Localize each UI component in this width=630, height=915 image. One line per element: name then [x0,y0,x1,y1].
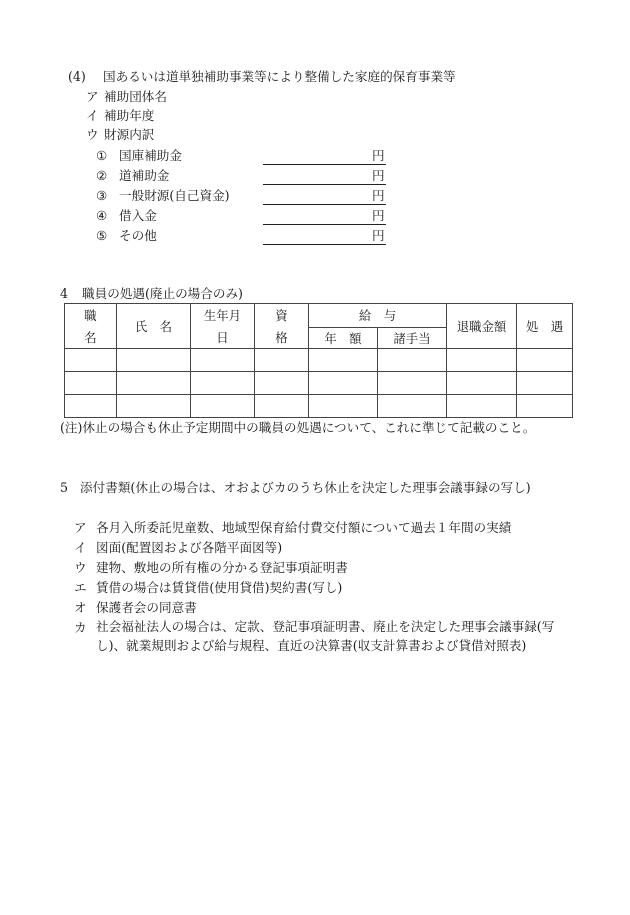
table-cell[interactable] [191,395,255,418]
staff-note: (注)休止の場合も休止予定期間中の職員の処遇について、これに準じて記載のこと。 [60,420,536,435]
item-a-label: 補助団体名 [104,89,167,104]
table-cell[interactable] [447,349,517,372]
attachment-item: 社会福祉法人の場合は、定款、登記事項証明書、廃止を決定した理事会議事録(写し)、就業規則および給与規程、直近の決算書(収支計算書および貸借対照表) [96,619,555,653]
funding-mark: ② [96,168,108,183]
col-header-salary: 給 与 [309,304,447,328]
item-u-mark: ウ [86,127,99,142]
attachments-heading-text: 添付書類(休止の場合は、オおよびカのうち休止を決定した理事会議事録の写し) [80,480,531,495]
table-cell[interactable] [65,372,117,395]
table-cell[interactable] [309,372,378,395]
attachment-mark: カ [74,620,87,635]
yen-unit: 円 [372,208,385,223]
yen-unit: 円 [372,168,385,183]
table-cell[interactable] [191,349,255,372]
col-header-position: 職 名 [65,304,117,349]
yen-unit: 円 [372,148,385,163]
table-cell[interactable] [255,395,309,418]
attachment-mark: オ [74,600,87,615]
table-cell[interactable] [65,349,117,372]
table-cell[interactable] [517,349,573,372]
item-u-label: 財源内訳 [104,127,155,142]
col-header-qualification: 資 格 [255,304,309,349]
table-cell[interactable] [117,395,191,418]
attachments-heading [60,478,574,497]
funding-mark: ① [96,148,108,163]
table-cell[interactable] [65,395,117,418]
funding-mark: ⑤ [96,228,108,243]
table-cell[interactable] [447,395,517,418]
amount-blank-line [263,147,386,165]
table-cell[interactable] [117,372,191,395]
item-a-mark: ア [86,89,99,104]
attachments-section-number: 5 [60,480,69,495]
table-cell[interactable] [255,349,309,372]
table-cell[interactable] [117,349,191,372]
col-header-annual: 年 額 [309,328,378,349]
attachment-mark: ア [74,520,87,535]
table-cell[interactable] [378,395,447,418]
attachment-mark: ウ [74,560,87,575]
staff-table [64,303,573,418]
funding-mark: ④ [96,208,108,223]
table-cell[interactable] [447,372,517,395]
table-row [65,395,573,418]
staff-section-number: 4 [60,286,69,301]
attachment-mark: エ [74,580,87,595]
col-header-treatment: 処 遇 [517,304,573,349]
funding-label: 国庫補助金 [119,148,182,163]
funding-label: 借入金 [119,208,157,223]
attachment-mark: イ [74,540,87,555]
item-i-mark: イ [86,108,99,123]
attachment-item: 図面(配置図および各階平面図等) [96,540,283,555]
funding-label: その他 [119,228,157,243]
table-cell[interactable] [517,372,573,395]
item-i-label: 補助年度 [104,108,155,123]
table-cell[interactable] [191,372,255,395]
yen-unit: 円 [372,188,385,203]
table-cell[interactable] [378,349,447,372]
amount-blank-line [263,227,386,245]
col-header-allowance: 諸手当 [378,328,447,349]
amount-blank-line [263,167,386,185]
funding-label: 道補助金 [119,168,170,183]
attachment-item: 各月入所委託児童数、地域型保育給付費交付額について過去１年間の実績 [96,520,512,535]
section-4-heading: 国あるいは道単独補助事業等により整備した家庭的保育事業等 [103,69,456,84]
amount-blank-line [263,207,386,225]
table-cell[interactable] [255,372,309,395]
table-cell[interactable] [309,349,378,372]
table-row [65,372,573,395]
funding-mark: ③ [96,188,108,203]
section-4-number: (4) [68,69,86,84]
col-header-birthdate: 生年月 日 [191,304,255,349]
table-cell[interactable] [309,395,378,418]
col-header-name: 氏 名 [117,304,191,349]
attachment-item: 賃借の場合は賃貸借(使用貸借)契約書(写し) [96,580,343,595]
funding-label: 一般財源(自己資金) [119,188,230,203]
attachment-item: 保護者会の同意書 [96,600,197,615]
table-row [65,349,573,372]
attachment-item: 建物、敷地の所有権の分かる登記事項証明書 [96,560,348,575]
amount-blank-line [263,187,386,205]
table-cell[interactable] [517,395,573,418]
yen-unit: 円 [372,228,385,243]
table-cell[interactable] [378,372,447,395]
staff-section-heading: 職員の処遇(廃止の場合のみ) [82,286,243,301]
col-header-retirement: 退職金額 [447,304,517,349]
